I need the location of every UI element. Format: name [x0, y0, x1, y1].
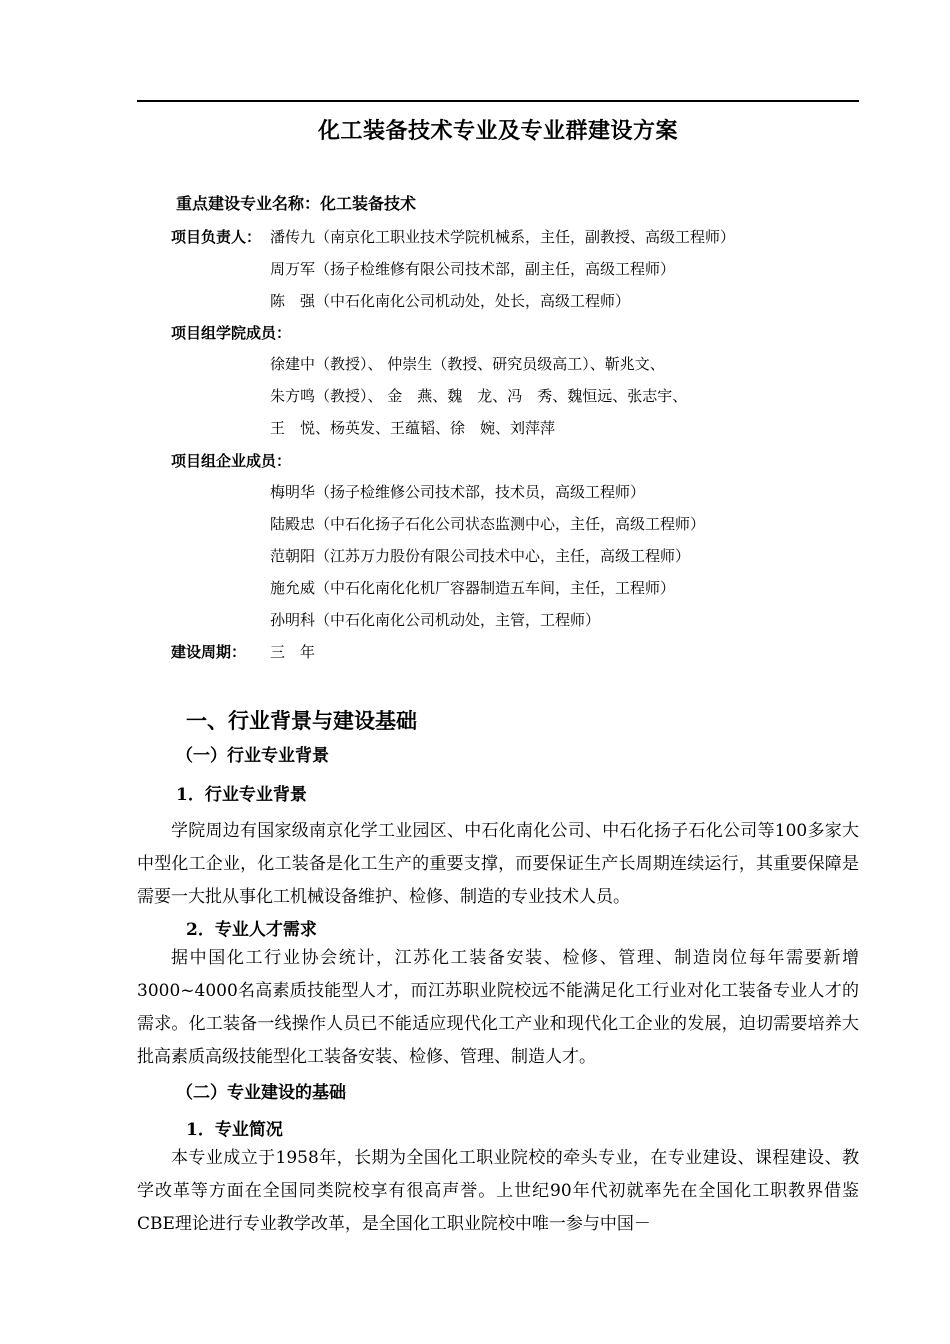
- enterprise-member-4: 施允威（中石化南化化机厂容器制造五车间，主任，工程师）: [270, 579, 676, 597]
- item-heading-1: 1．行业专业背景: [176, 785, 307, 805]
- enterprise-member-1: 梅明华（扬子检维修公司技术部，技术员，高级工程师）: [270, 483, 646, 501]
- enterprise-member-5: 孙明科（中石化南化公司机动处，主管，工程师）: [270, 611, 601, 629]
- subsection-heading-1: （一）行业专业背景: [176, 746, 329, 766]
- header-rule: [137, 100, 859, 102]
- subsection-heading-2: （二）专业建设的基础: [176, 1083, 346, 1103]
- paragraph-talent-demand: 据中国化工行业协会统计，江苏化工装备安装、检修、管理、制造岗位每年需要新增3000~4000名高素质技能型人才，而江苏职业院校远不能满足化工行业对化工装备专业人才的需求。化工装备一线操作人员已不能适应现代化工产业和现代化工企业的发展，迫切需要培养大批高素质高级技能型化工装备安装、检修、管理、制造人才。: [137, 948, 859, 1067]
- paragraph-major-overview: 本专业成立于1958年，长期为全国化工职业院校的牵头专业，在专业建设、课程建设、教学改革等方面在全国同类院校享有很高声誉。上世纪90年代初就率先在全国化工职教界借鉴CBE理论进行专业教学改革，是全国化工职业院校中唯一参与中国－: [137, 1148, 859, 1234]
- document-title: 化工装备技术专业及专业群建设方案: [317, 118, 678, 144]
- leader-1: 潘传九（南京化工职业技术学院机械系，主任，副教授、高级工程师）: [270, 228, 736, 246]
- college-members-line-3: 王 悦、杨英发、王蕴韬、徐 婉、刘萍萍: [270, 419, 556, 437]
- leaders-label: 项目负责人：: [171, 228, 262, 246]
- college-members-line-1: 徐建中（教授）、 仲崇生（教授、研究员级高工）、靳兆文、: [270, 355, 665, 373]
- enterprise-members-label: 项目组企业成员：: [171, 452, 292, 470]
- enterprise-member-3: 范朝阳（江苏万力股份有限公司技术中心，主任，高级工程师）: [270, 547, 691, 565]
- leader-3: 陈 强（中石化南化公司机动处，处长，高级工程师）: [270, 292, 631, 310]
- item-heading-3: 1．专业简况: [186, 1120, 283, 1140]
- period-value: 三 年: [270, 643, 316, 661]
- leader-2: 周万军（扬子检维修有限公司技术部，副主任，高级工程师）: [270, 260, 676, 278]
- paragraph-industry-background: 学院周边有国家级南京化学工业园区、中石化南化公司、中石化扬子石化公司等100多家大中型化工企业，化工装备是化工生产的重要支撑，而要保证生产长周期连续运行，其重要保障是需要一大批从事化工机械设备维护、检修、制造的专业技术人员。: [137, 821, 859, 907]
- enterprise-member-2: 陆殿忠（中石化扬子石化公司状态监测中心，主任，高级工程师）: [270, 515, 706, 533]
- major-name: 重点建设专业名称：化工装备技术: [176, 194, 417, 213]
- college-members-label: 项目组学院成员：: [171, 324, 292, 342]
- section-heading-1: 一、行业背景与建设基础: [186, 708, 417, 733]
- period-label: 建设周期：: [171, 643, 247, 661]
- item-heading-2: 2．专业人才需求: [186, 920, 317, 940]
- college-members-line-2: 朱方鸣（教授）、 金 燕、魏 龙、冯 秀、魏恒远、张志宇、: [270, 387, 688, 405]
